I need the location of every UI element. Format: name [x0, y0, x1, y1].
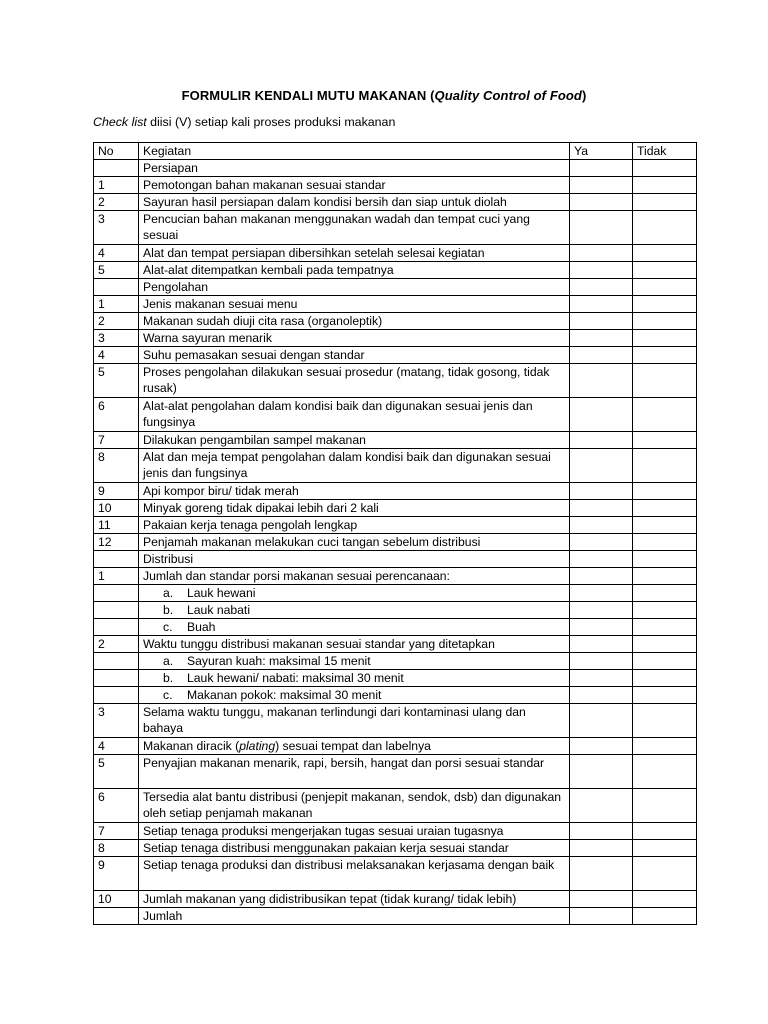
table-row — [94, 432, 697, 449]
tidak-checkbox-cell[interactable] — [633, 296, 697, 313]
activity-cell — [139, 670, 570, 687]
section-row — [94, 160, 697, 177]
activity-cell: Warna sayuran menarik — [139, 330, 570, 347]
row-number — [94, 551, 139, 568]
row-number: 12 — [94, 534, 139, 551]
ya-checkbox-cell[interactable] — [570, 449, 633, 483]
tidak-checkbox-cell[interactable] — [633, 687, 697, 704]
row-number: 9 — [94, 857, 139, 891]
ya-checkbox-cell[interactable] — [570, 653, 633, 670]
ya-checkbox-cell[interactable] — [570, 755, 633, 789]
activity-cell: Penjamah makanan melakukan cuci tangan sebelum distribusi — [139, 534, 570, 551]
row-number: 5 — [94, 755, 139, 789]
ya-checkbox-cell[interactable] — [570, 823, 633, 840]
sub-item-text: Buah — [187, 620, 216, 634]
activity-cell: Makanan diracik (plating) sesuai tempat dan labelnya — [139, 738, 570, 755]
activity-cell: Penyajian makanan menarik, rapi, bersih, hangat dan porsi sesuai standar — [139, 755, 570, 789]
table-row — [94, 585, 697, 602]
tidak-checkbox-cell[interactable] — [633, 908, 697, 925]
activity-cell: Jumlah — [139, 908, 570, 925]
table-row — [94, 687, 697, 704]
ya-checkbox-cell[interactable] — [570, 347, 633, 364]
row-number: 3 — [94, 704, 139, 738]
table-row — [94, 330, 697, 347]
title-main: FORMULIR KENDALI MUTU MAKANAN ( — [181, 88, 435, 103]
tidak-checkbox-cell[interactable] — [633, 840, 697, 857]
table-row — [94, 568, 697, 585]
row-number — [94, 653, 139, 670]
tidak-checkbox-cell[interactable] — [633, 670, 697, 687]
activity-cell: Jumlah makanan yang didistribusikan tepat (tidak kurang/ tidak lebih) — [139, 891, 570, 908]
tidak-checkbox-cell[interactable] — [633, 330, 697, 347]
section-heading: Distribusi — [139, 551, 570, 568]
row-number: 6 — [94, 398, 139, 432]
ya-checkbox-cell[interactable] — [570, 432, 633, 449]
table-row — [94, 789, 697, 823]
table-row — [94, 347, 697, 364]
activity-cell: Makanan sudah diuji cita rasa (organoleptik) — [139, 313, 570, 330]
activity-cell — [139, 585, 570, 602]
title-close: ) — [581, 88, 587, 103]
header-tidak: Tidak — [633, 143, 697, 160]
page-title — [0, 88, 768, 103]
activity-cell: Alat dan meja tempat pengolahan dalam kondisi baik dan digunakan sesuai jenis dan fungsinya — [139, 449, 570, 483]
tidak-checkbox-cell[interactable] — [633, 279, 697, 296]
activity-cell: Pemotongan bahan makanan sesuai standar — [139, 177, 570, 194]
row-number — [94, 687, 139, 704]
ya-checkbox-cell[interactable] — [570, 551, 633, 568]
ya-checkbox-cell[interactable] — [570, 262, 633, 279]
row-number: 4 — [94, 738, 139, 755]
sub-item-text: Makanan pokok: maksimal 30 menit — [187, 688, 382, 702]
ya-checkbox-cell[interactable] — [570, 857, 633, 891]
tidak-checkbox-cell[interactable] — [633, 483, 697, 500]
header-no: No — [94, 143, 139, 160]
activity-cell: Setiap tenaga distribusi menggunakan pakaian kerja sesuai standar — [139, 840, 570, 857]
table-row — [94, 670, 697, 687]
activity-cell: Pencucian bahan makanan menggunakan wadah dan tempat cuci yang sesuai — [139, 211, 570, 245]
activity-cell: Api kompor biru/ tidak merah — [139, 483, 570, 500]
row-number: 10 — [94, 500, 139, 517]
table-row — [94, 211, 697, 245]
tidak-checkbox-cell[interactable] — [633, 891, 697, 908]
sub-item-marker: b. — [163, 603, 174, 617]
ya-checkbox-cell[interactable] — [570, 840, 633, 857]
ya-checkbox-cell[interactable] — [570, 738, 633, 755]
tidak-checkbox-cell[interactable] — [633, 347, 697, 364]
tidak-checkbox-cell[interactable] — [633, 245, 697, 262]
tidak-checkbox-cell[interactable] — [633, 262, 697, 279]
table-row — [94, 534, 697, 551]
row-number: 10 — [94, 891, 139, 908]
activity-cell: Dilakukan pengambilan sampel makanan — [139, 432, 570, 449]
sub-item-text: Lauk hewani/ nabati: maksimal 30 menit — [187, 671, 404, 685]
table-row — [94, 364, 697, 398]
sub-item-marker: c. — [163, 620, 173, 634]
tidak-checkbox-cell[interactable] — [633, 398, 697, 432]
tidak-checkbox-cell[interactable] — [633, 194, 697, 211]
activity-cell: Sayuran hasil persiapan dalam kondisi bersih dan siap untuk diolah — [139, 194, 570, 211]
ya-checkbox-cell[interactable] — [570, 517, 633, 534]
tidak-checkbox-cell[interactable] — [633, 823, 697, 840]
activity-cell: Waktu tunggu distribusi makanan sesuai standar yang ditetapkan — [139, 636, 570, 653]
sub-item-text: Lauk hewani — [187, 586, 256, 600]
ya-checkbox-cell[interactable] — [570, 398, 633, 432]
table-row — [94, 738, 697, 755]
row-number: 1 — [94, 296, 139, 313]
activity-cell: Jenis makanan sesuai menu — [139, 296, 570, 313]
table-row — [94, 313, 697, 330]
table-row — [94, 602, 697, 619]
table-row — [94, 755, 697, 789]
row-number: 2 — [94, 313, 139, 330]
ya-checkbox-cell[interactable] — [570, 177, 633, 194]
ya-checkbox-cell[interactable] — [570, 500, 633, 517]
tidak-checkbox-cell[interactable] — [633, 568, 697, 585]
row-number: 1 — [94, 177, 139, 194]
tidak-checkbox-cell[interactable] — [633, 432, 697, 449]
tidak-checkbox-cell[interactable] — [633, 585, 697, 602]
tidak-checkbox-cell[interactable] — [633, 534, 697, 551]
tidak-checkbox-cell[interactable] — [633, 177, 697, 194]
table-header-row — [94, 143, 697, 160]
table-row — [94, 823, 697, 840]
activity-cell: Selama waktu tunggu, makanan terlindungi dari kontaminasi ulang dan bahaya — [139, 704, 570, 738]
activity-cell: Setiap tenaga produksi mengerjakan tugas sesuai uraian tugasnya — [139, 823, 570, 840]
row-number: 5 — [94, 262, 139, 279]
ya-checkbox-cell[interactable] — [570, 568, 633, 585]
sub-item-marker: b. — [163, 671, 174, 685]
ya-checkbox-cell[interactable] — [570, 585, 633, 602]
tidak-checkbox-cell[interactable] — [633, 602, 697, 619]
tidak-checkbox-cell[interactable] — [633, 755, 697, 789]
row-number: 1 — [94, 568, 139, 585]
sub-item-marker: a. — [163, 654, 174, 668]
row-number — [94, 279, 139, 296]
tidak-checkbox-cell[interactable] — [633, 449, 697, 483]
row-number: 7 — [94, 432, 139, 449]
table-row — [94, 398, 697, 432]
row-number: 2 — [94, 636, 139, 653]
instruction-rest: diisi (V) setiap kali proses produksi makanan — [146, 115, 396, 129]
ya-checkbox-cell[interactable] — [570, 296, 633, 313]
row-number: 4 — [94, 347, 139, 364]
table-row — [94, 908, 697, 925]
tidak-checkbox-cell[interactable] — [633, 636, 697, 653]
tidak-checkbox-cell[interactable] — [633, 704, 697, 738]
activity-cell: Tersedia alat bantu distribusi (penjepit makanan, sendok, dsb) dan digunakan oleh setiap penjamah makanan — [139, 789, 570, 823]
tidak-checkbox-cell[interactable] — [633, 517, 697, 534]
ya-checkbox-cell[interactable] — [570, 313, 633, 330]
row-number — [94, 908, 139, 925]
sub-item-text: Lauk nabati — [187, 603, 251, 617]
row-number — [94, 602, 139, 619]
ya-checkbox-cell[interactable] — [570, 908, 633, 925]
ya-checkbox-cell[interactable] — [570, 789, 633, 823]
activity-cell: Alat dan tempat persiapan dibersihkan setelah selesai kegiatan — [139, 245, 570, 262]
activity-cell: Alat-alat ditempatkan kembali pada tempatnya — [139, 262, 570, 279]
section-heading: Persiapan — [139, 160, 570, 177]
ya-checkbox-cell[interactable] — [570, 483, 633, 500]
row-number: 6 — [94, 789, 139, 823]
activity-cell: Pakaian kerja tenaga pengolah lengkap — [139, 517, 570, 534]
table-row — [94, 296, 697, 313]
sub-item-text: Sayuran kuah: maksimal 15 menit — [187, 654, 371, 668]
instruction-italic: Check list — [93, 115, 147, 129]
table-row — [94, 619, 697, 636]
row-number: 5 — [94, 364, 139, 398]
row-number: 9 — [94, 483, 139, 500]
table-row — [94, 500, 697, 517]
table-row — [94, 194, 697, 211]
row-number: 3 — [94, 211, 139, 245]
header-kegiatan: Kegiatan — [139, 143, 570, 160]
activity-cell: Suhu pemasakan sesuai dengan standar — [139, 347, 570, 364]
table-row — [94, 636, 697, 653]
table-row — [94, 857, 697, 891]
tidak-checkbox-cell[interactable] — [633, 313, 697, 330]
table-row — [94, 245, 697, 262]
table-body — [94, 160, 697, 925]
ya-checkbox-cell[interactable] — [570, 619, 633, 636]
row-number: 3 — [94, 330, 139, 347]
tidak-checkbox-cell[interactable] — [633, 551, 697, 568]
table-row — [94, 177, 697, 194]
ya-checkbox-cell[interactable] — [570, 704, 633, 738]
table-row — [94, 483, 697, 500]
section-row — [94, 551, 697, 568]
tidak-checkbox-cell[interactable] — [633, 211, 697, 245]
table-row — [94, 517, 697, 534]
tidak-checkbox-cell[interactable] — [633, 857, 697, 891]
activity-cell — [139, 687, 570, 704]
row-number: 2 — [94, 194, 139, 211]
activity-cell: Proses pengolahan dilakukan sesuai prosedur (matang, tidak gosong, tidak rusak) — [139, 364, 570, 398]
row-number: 8 — [94, 449, 139, 483]
sub-item-marker: a. — [163, 586, 174, 600]
activity-cell: Minyak goreng tidak dipakai lebih dari 2 kali — [139, 500, 570, 517]
ya-checkbox-cell[interactable] — [570, 245, 633, 262]
table-row — [94, 262, 697, 279]
section-heading: Pengolahan — [139, 279, 570, 296]
row-number: 8 — [94, 840, 139, 857]
title-italic: Quality Control of Food — [434, 88, 582, 103]
table-row — [94, 840, 697, 857]
ya-checkbox-cell[interactable] — [570, 602, 633, 619]
ya-checkbox-cell[interactable] — [570, 891, 633, 908]
activity-cell — [139, 602, 570, 619]
table-row — [94, 653, 697, 670]
activity-cell: Setiap tenaga produksi dan distribusi melaksanakan kerjasama dengan baik — [139, 857, 570, 891]
ya-checkbox-cell[interactable] — [570, 670, 633, 687]
tidak-checkbox-cell[interactable] — [633, 738, 697, 755]
ya-checkbox-cell[interactable] — [570, 160, 633, 177]
activity-cell: Alat-alat pengolahan dalam kondisi baik dan digunakan sesuai jenis dan fungsinya — [139, 398, 570, 432]
italic-term: plating — [239, 739, 276, 753]
ya-checkbox-cell[interactable] — [570, 364, 633, 398]
tidak-checkbox-cell[interactable] — [633, 789, 697, 823]
ya-checkbox-cell[interactable] — [570, 330, 633, 347]
tidak-checkbox-cell[interactable] — [633, 364, 697, 398]
activity-cell — [139, 653, 570, 670]
sub-item-marker: c. — [163, 688, 173, 702]
table-row — [94, 704, 697, 738]
row-number: 11 — [94, 517, 139, 534]
tidak-checkbox-cell[interactable] — [633, 653, 697, 670]
tidak-checkbox-cell[interactable] — [633, 160, 697, 177]
activity-cell — [139, 619, 570, 636]
tidak-checkbox-cell[interactable] — [633, 619, 697, 636]
instruction-text — [93, 115, 395, 129]
ya-checkbox-cell[interactable] — [570, 687, 633, 704]
row-number: 7 — [94, 823, 139, 840]
ya-checkbox-cell[interactable] — [570, 279, 633, 296]
row-number: 4 — [94, 245, 139, 262]
ya-checkbox-cell[interactable] — [570, 636, 633, 653]
checklist-table — [93, 142, 697, 925]
row-number — [94, 670, 139, 687]
activity-cell: Jumlah dan standar porsi makanan sesuai perencanaan: — [139, 568, 570, 585]
row-number — [94, 585, 139, 602]
ya-checkbox-cell[interactable] — [570, 194, 633, 211]
section-row — [94, 279, 697, 296]
table-row — [94, 449, 697, 483]
row-number — [94, 160, 139, 177]
ya-checkbox-cell[interactable] — [570, 211, 633, 245]
table-row — [94, 891, 697, 908]
ya-checkbox-cell[interactable] — [570, 534, 633, 551]
tidak-checkbox-cell[interactable] — [633, 500, 697, 517]
row-number — [94, 619, 139, 636]
header-ya: Ya — [570, 143, 633, 160]
